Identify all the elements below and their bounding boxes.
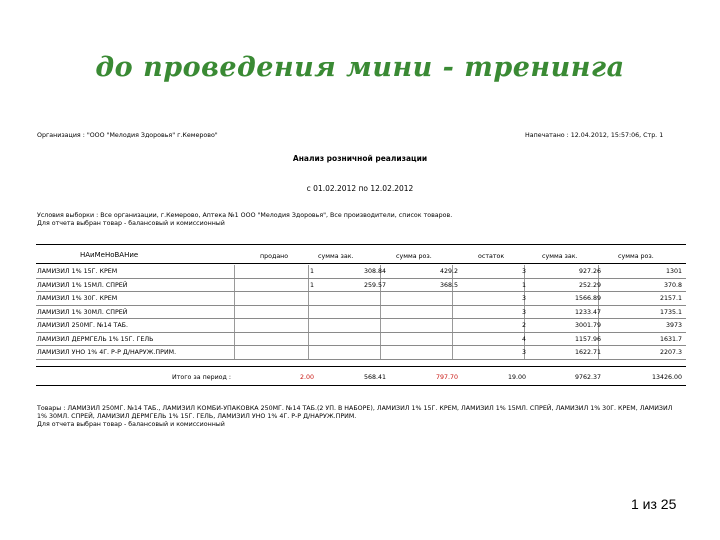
header-sum-purchase: сумма зак. [318,253,354,260]
cell-divider [308,265,309,278]
row-name: ЛАМИЗИЛ 1% 30МЛ. СПРЕЙ [37,308,128,316]
header-rem-sum-purchase: сумма зак. [542,253,578,260]
row-sum-purchase: 308.84 [363,268,386,275]
row-sum-retail: 368.5 [439,281,458,289]
table-row [36,279,686,293]
table-row [36,319,686,333]
row-sum-purchase: 259.57 [363,281,386,289]
conditions-line: Условия выборки : Все организации, г.Кемерово, Аптека №1 ООО "Мелодия Здоровья", Все производители, список товаров. [37,212,453,219]
row-remainder: 3 [521,268,526,275]
cell-divider [234,306,235,319]
cell-divider [308,279,309,292]
slide-title: до проведения мини - тренинга [95,52,625,83]
header-remainder: остаток [478,253,505,260]
cell-divider [234,279,235,292]
row-rem-sum-purchase: 3001.79 [574,322,601,329]
cell-divider [380,292,381,305]
cell-divider [308,319,309,332]
header-rem-sum-retail: сумма роз. [618,253,654,260]
table-row [36,333,686,347]
cell-divider [308,333,309,346]
conditions-line: Для отчета выбран товар - балансовый и комиссионный [37,220,225,227]
totals-row [36,366,686,386]
cell-divider [452,292,453,305]
totals-sold: 2.00 [299,373,314,381]
header-name: НАиМеНоВАНие [80,251,139,259]
table-row [36,265,686,279]
totals-rem-sum-purchase: 9762.37 [574,373,601,381]
row-rem-sum-purchase: 1622.71 [574,349,601,356]
cell-divider [380,319,381,332]
header-sum-retail: сумма роз. [396,253,432,260]
row-sum-retail: 429.2 [439,268,458,275]
row-rem-sum-purchase: 1566.89 [574,295,601,302]
cell-divider [234,333,235,346]
cell-divider [234,319,235,332]
row-rem-sum-purchase: 927.26 [578,268,601,275]
row-remainder: 3 [521,349,526,356]
row-name: ЛАМИЗИЛ 250МГ. №14 ТАБ. [37,322,129,329]
cell-divider [452,319,453,332]
row-remainder: 3 [521,295,526,302]
totals-remainder: 19.00 [507,373,526,381]
cell-divider [234,346,235,359]
row-sold: 1 [309,268,314,275]
footnote-line: Товары : ЛАМИЗИЛ 250МГ. №14 ТАБ., ЛАМИЗИЛ КОМБИ-УПАКОВКА 250МГ. №14 ТАБ.(2 УП. В НАБОРЕ), ЛАМИЗИЛ 1% 15Г. КРЕМ, ЛАМИЗИЛ 1% 15МЛ. СПРЕЙ, ЛАМИЗИЛ 1% 30Г. КРЕМ, ЛАМИЗИЛ [37,405,673,412]
row-rem-sum-retail: 3973 [665,322,682,329]
row-rem-sum-retail: 2207.3 [659,349,682,356]
totals-sum-retail: 797.70 [435,373,458,381]
row-rem-sum-retail: 1631.7 [659,335,682,343]
row-remainder: 1 [521,281,526,289]
row-remainder: 4 [521,335,526,343]
table-header [36,244,686,264]
row-sold: 1 [309,281,314,289]
cell-divider [234,292,235,305]
cell-divider [452,306,453,319]
row-name: ЛАМИЗИЛ УНО 1% 4Г. Р-Р Д/НАРУЖ.ПРИМ. [37,349,177,356]
cell-divider [380,346,381,359]
row-remainder: 3 [521,308,526,316]
header-sold: продано [260,253,289,260]
sales-table [36,244,686,386]
page-indicator: 1 из 25 [631,496,677,512]
footnote-line: 1% 30МЛ. СПРЕЙ, ЛАМИЗИЛ ДЕРМГЕЛЬ 1% 15Г. ГЕЛЬ, ЛАМИЗИЛ УНО 1% 4Г. Р-Р Д/НАРУЖ.ПРИМ. [37,413,357,420]
row-rem-sum-retail: 1735.1 [659,308,682,316]
row-name: ЛАМИЗИЛ 1% 30Г. КРЕМ [37,295,118,302]
row-name: ЛАМИЗИЛ ДЕРМГЕЛЬ 1% 15Г. ГЕЛЬ [37,335,154,343]
organization-line: Организация : "ООО "Мелодия Здоровья" г.Кемерово" [37,132,218,139]
table-row [36,346,686,360]
row-rem-sum-purchase: 1157.96 [574,335,601,343]
cell-divider [308,346,309,359]
report-title: Анализ розничной реализации [292,154,428,163]
row-rem-sum-purchase: 252.29 [578,281,601,289]
cell-divider [380,333,381,346]
row-rem-sum-retail: 2157.1 [659,295,682,302]
row-rem-sum-retail: 1301 [665,268,682,275]
cell-divider [452,333,453,346]
cell-divider [308,306,309,319]
table-row [36,292,686,306]
cell-divider [308,292,309,305]
cell-divider [234,265,235,278]
row-remainder: 2 [521,322,526,329]
totals-sum-purchase: 568.41 [363,373,386,381]
table-row [36,306,686,320]
totals-rem-sum-retail: 13426.00 [651,373,682,381]
footnote-line: Для отчета выбран товар - балансовый и комиссионный [37,421,225,428]
row-name: ЛАМИЗИЛ 1% 15МЛ. СПРЕЙ [37,281,128,289]
cell-divider [380,306,381,319]
printed-timestamp: Напечатано : 12.04.2012, 15:57:06, Стр. 1 [525,132,664,139]
cell-divider [452,346,453,359]
row-rem-sum-purchase: 1233.47 [574,308,601,316]
row-name: ЛАМИЗИЛ 1% 15Г. КРЕМ [37,268,118,275]
goods-footnote [37,405,687,429]
totals-label: Итого за период : [172,373,232,381]
row-rem-sum-retail: 370.8 [663,281,682,289]
report-period: с 01.02.2012 по 12.02.2012 [306,184,414,193]
selection-conditions [37,212,452,228]
